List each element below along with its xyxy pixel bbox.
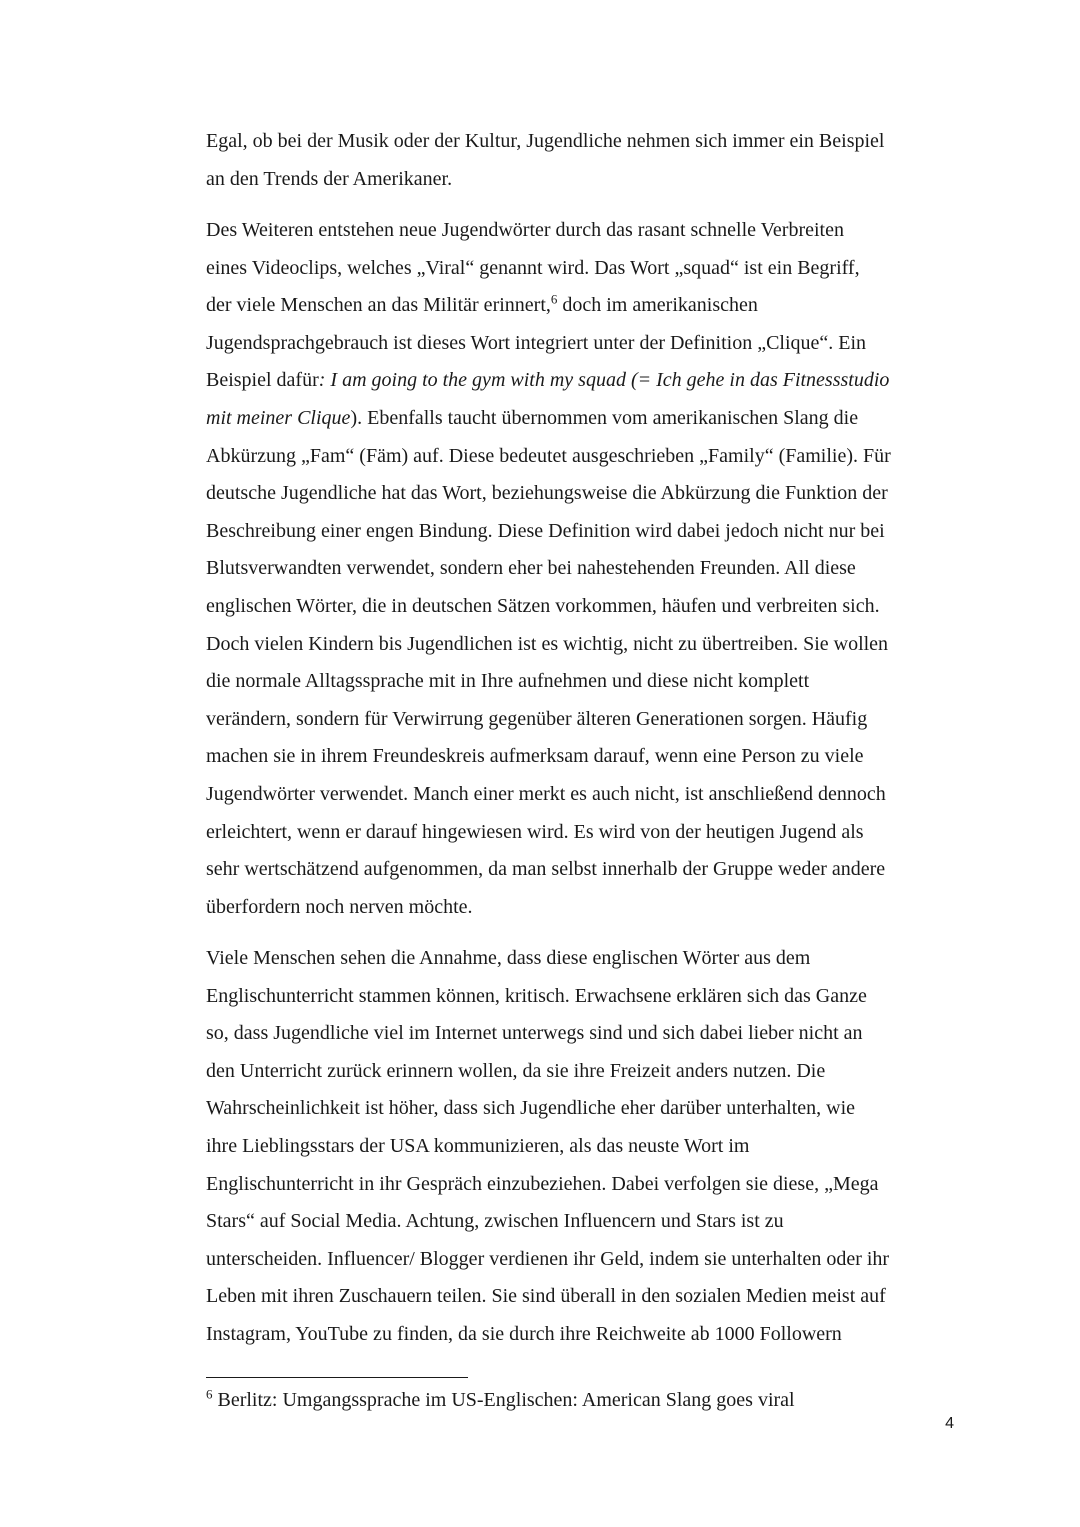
text-line: [206, 1128, 966, 1166]
text-segment: Viele Menschen sehen die Annahme, dass diese englischen Wörter aus dem: [206, 947, 811, 969]
text-segment: Leben mit ihren Zuschauern teilen. Sie sind überall in den sozialen Medien meist auf: [206, 1285, 886, 1308]
text-line: [206, 400, 966, 438]
text-segment: an den Trends der Amerikaner.: [206, 167, 453, 190]
text-line: [206, 1053, 966, 1091]
paragraph-3: [206, 940, 966, 1354]
footnote-reference: 6: [550, 291, 558, 307]
text-line: [206, 287, 966, 325]
footnote: [206, 1386, 795, 1412]
text-segment: Doch vielen Kindern bis Jugendlichen ist es wichtig, nicht zu übertreiben. Sie wollen: [206, 632, 889, 655]
text-line: [206, 1090, 966, 1128]
text-segment: Wahrscheinlichkeit ist höher, dass sich Jugendliche eher darüber unterhalten, wie: [206, 1097, 856, 1120]
page-number: 4: [945, 1415, 954, 1432]
text-line: [206, 701, 966, 739]
footnote-separator: [206, 1377, 468, 1378]
text-line: [206, 362, 966, 400]
text-line: [206, 940, 966, 978]
text-line: [206, 626, 966, 664]
text-segment: eines Videoclips, welches „Viral“ genannt wird. Das Wort „squad“ ist ein Begriff,: [206, 256, 860, 279]
text-line: [206, 1015, 966, 1053]
text-line: [206, 978, 966, 1016]
text-line: [206, 1203, 966, 1241]
text-segment: Beschreibung einer engen Bindung. Diese Definition wird dabei jedoch nicht nur bei: [206, 519, 885, 542]
text-segment: : I am going to the gym with my squad: [318, 369, 626, 392]
text-segment: Stars“ auf Social Media. Achtung, zwischen Influencern und Stars ist zu: [206, 1210, 784, 1233]
text-segment: Instagram, YouTube zu finden, da sie durch ihre Reichweite ab 1000 Followern: [206, 1322, 842, 1345]
text-line: [206, 325, 966, 363]
text-line: [206, 550, 966, 588]
text-line: [206, 123, 966, 161]
text-line: [206, 663, 966, 701]
text-line: [206, 1278, 966, 1316]
text-line: [206, 1241, 966, 1279]
text-segment: (= Ich gehe in das Fitnessstudio: [625, 369, 890, 392]
footnote-marker: 6: [206, 1386, 213, 1402]
text-segment: Jugendsprachgebrauch ist dieses Wort integriert unter der Definition „Clique“. Ein: [206, 331, 867, 354]
text-line: [206, 513, 966, 551]
text-segment: Jugendwörter verwendet. Manch einer merkt es auch nicht, ist anschließend dennoch: [206, 782, 886, 805]
text-line: [206, 738, 966, 776]
text-line: [206, 814, 966, 852]
text-segment: englischen Wörter, die in deutschen Sätzen vorkommen, häufen und verbreiten sich.: [206, 594, 880, 617]
text-segment: so, dass Jugendliche viel im Internet unterwegs sind und sich dabei lieber nicht an: [206, 1022, 863, 1045]
paragraph-2: [206, 212, 966, 926]
text-segment: der viele Menschen an das Militär erinnert,: [206, 294, 551, 317]
text-line: [206, 475, 966, 513]
text-line: [206, 776, 966, 814]
text-segment: die normale Alltagssprache mit in Ihre aufnehmen und diese nicht komplett: [206, 670, 810, 693]
text-segment: überfordern noch nerven möchte.: [206, 895, 473, 918]
text-segment: den Unterricht zurück erinnern wollen, da sie ihre Freizeit anders nutzen. Die: [206, 1059, 826, 1082]
text-segment: Blutsverwandten verwendet, sondern eher bei nahestehenden Freunden. All diese: [206, 557, 856, 580]
text-segment: Englischunterricht stammen können, kritisch. Erwachsene erklären sich das Ganze: [206, 984, 867, 1007]
text-segment: Egal, ob bei der Musik oder der Kultur, Jugendliche nehmen sich immer ein Beispiel: [206, 130, 885, 152]
text-segment: erleichtert, wenn er darauf hingewiesen wird. Es wird von der heutigen Jugend als: [206, 820, 864, 843]
text-line: [206, 250, 966, 288]
text-segment: sehr wertschätzend aufgenommen, da man selbst innerhalb der Gruppe weder andere: [206, 858, 886, 881]
text-segment: ihre Lieblingsstars der USA kommunizieren, als das neuste Wort im: [206, 1134, 750, 1157]
footnote-text: Berlitz: Umgangssprache im US-Englischen: American Slang goes viral: [212, 1389, 795, 1411]
text-line: [206, 1166, 966, 1204]
text-line: [206, 1316, 966, 1354]
text-segment: unterscheiden. Influencer/ Blogger verdienen ihr Geld, indem sie unterhalten oder ihr: [206, 1247, 890, 1270]
text-line: [206, 588, 966, 626]
text-segment: ). Ebenfalls taucht übernommen vom amerikanischen Slang die: [350, 406, 859, 429]
text-segment: Abkürzung „Fam“ (Fäm) auf. Diese bedeutet ausgeschrieben „Family“ (Familie). Für: [206, 444, 891, 467]
text-segment: Des Weiteren entstehen neue Jugendwörter durch das rasant schnelle Verbreiten: [206, 219, 844, 241]
text-line: [206, 161, 966, 199]
text-segment: Englischunterricht in ihr Gespräch einzubeziehen. Dabei verfolgen sie diese, „Mega: [206, 1172, 879, 1195]
text-line: [206, 438, 966, 476]
text-line: [206, 889, 966, 927]
text-segment: doch im amerikanischen: [557, 294, 758, 317]
text-segment: verändern, sondern für Verwirrung gegenüber älteren Generationen sorgen. Häufig: [206, 707, 868, 730]
text-line: [206, 212, 966, 250]
text-segment: Beispiel dafür: [206, 369, 319, 392]
text-line: [206, 851, 966, 889]
text-segment: mit meiner Clique: [206, 406, 351, 429]
text-segment: machen sie in ihrem Freundeskreis aufmerksam darauf, wenn eine Person zu viele: [206, 745, 864, 768]
text-segment: deutsche Jugendliche hat das Wort, beziehungsweise die Abkürzung die Funktion der: [206, 482, 888, 505]
paragraph-1: [206, 123, 966, 198]
